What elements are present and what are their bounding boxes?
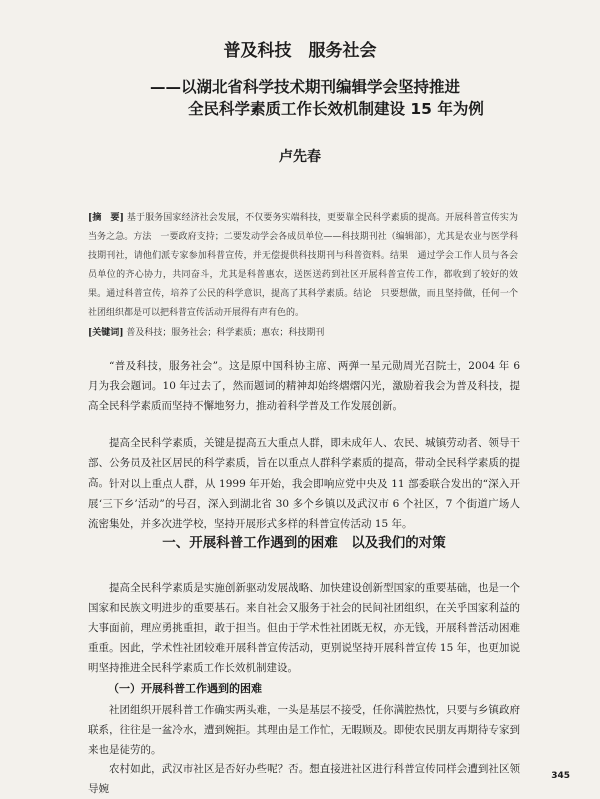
section-heading: 一、开展科普工作遇到的困难 以及我们的对策 [162,535,446,551]
subtitle-line-2: 全民科学素质工作长效机制建设 15 年为例 [188,100,484,118]
body-paragraph-5: 社团组织开展科普工作确实两头难，一头是基层不接受，任你满腔热忱，只要与乡镇政府联系，往往是一盆冷水，遭到婉拒。其理由是工作忙，无暇顾及。即使农民朋友再期待专家到来也是徒劳的。 [88,704,520,756]
subtitle-line-1: ——以湖北省科学技术期刊编辑学会坚持推进 [150,78,461,96]
keywords-text: 普及科技；服务社会；科学素质；惠农；科技期刊 [126,328,325,338]
page-number: 345 [551,771,570,781]
article-subtitle [150,76,570,120]
body-paragraph-3: 针对以上重点人群，从 1999 年开始，我会即响应党中央及 11 部委联合发出的“深入开展‘三下乡’活动”的号召，深入到湖北省 30 多个乡镇以及武汉市 6 个社区，7 个街道广场人流密集处，并多次进学校，坚持开展形式多样的科普宣传活动 15 年。 [88,478,520,530]
body-paragraph-4: 提高全民科学素质是实施创新驱动发展战略、加快建设创新型国家的重要基础，也是一个国家和民族文明进步的重要基石。来自社会又服务于社会的民间社团组织，在关乎国家利益的大事面前，理应勇挑重担，敢于担当。但由于学术性社团既无权，亦无钱，开展科普活动困难重重。因此，学术性社团较难开展科普宣传活动，更别说坚持开展科普宣传 15 年，也更加说明坚持推进全民科学素质工作长效机制建设。 [88,582,520,674]
keywords-block [88,324,518,343]
abstract-text: 基于服务国家经济社会发展，不仅要务实端科技，更要靠全民科学素质的提高。开展科普宣传实为当务之急。方法 一要政府支持；二要发动学会各成员单位——科技期刊社（编辑部），尤其是农业与医学科技期刊社，请他们派专家参加科普宣传，并无偿提供科技期刊与科普资料。结果 通过学会工作人员与各会员单位的齐心协力，共同奋斗，尤其是科普惠农，送医送药到社区开展科普宣传工作，都收到了较好的效果。通过科普宣传，培养了公民的科学意识，提高了其科学素质。结论 只要想做，而且坚持做，任何一个社团组织都是可以把科普宣传活动开展得有声有色的。 [88,213,518,318]
article-title: 普及科技 服务社会 [223,41,377,61]
subsection-heading: （一）开展科普工作遇到的困难 [108,682,262,695]
author-name: 卢先春 [279,149,321,165]
body-paragraph-2: 提高全民科学素质，关键是提高五大重点人群，即未成年人、农民、城镇劳动者、领导干部、公务员及社区居民的科学素质，旨在以重点人群科学素质的提高，带动全民科学素质的提高。 [88,437,520,489]
abstract-block [88,209,518,323]
abstract-label: [摘 要] [88,213,124,223]
body-paragraph-6: 农村如此，武汉市社区是否好办些呢？否。想直接进社区进行科普宣传同样会遭到社区领导婉 [88,763,520,795]
keywords-label: [关键词] [88,328,124,338]
body-paragraph-1: “普及科技，服务社会”。这是原中国科协主席、两弹一星元勋周光召院士，2004 年 6 月为我会题词。10 年过去了，然而题词的精神却始终熠熠闪光，激励着我会为普及科技，提高全民科学素质而坚持不懈地努力，推动着科学普及工作发展创新。 [88,360,520,412]
